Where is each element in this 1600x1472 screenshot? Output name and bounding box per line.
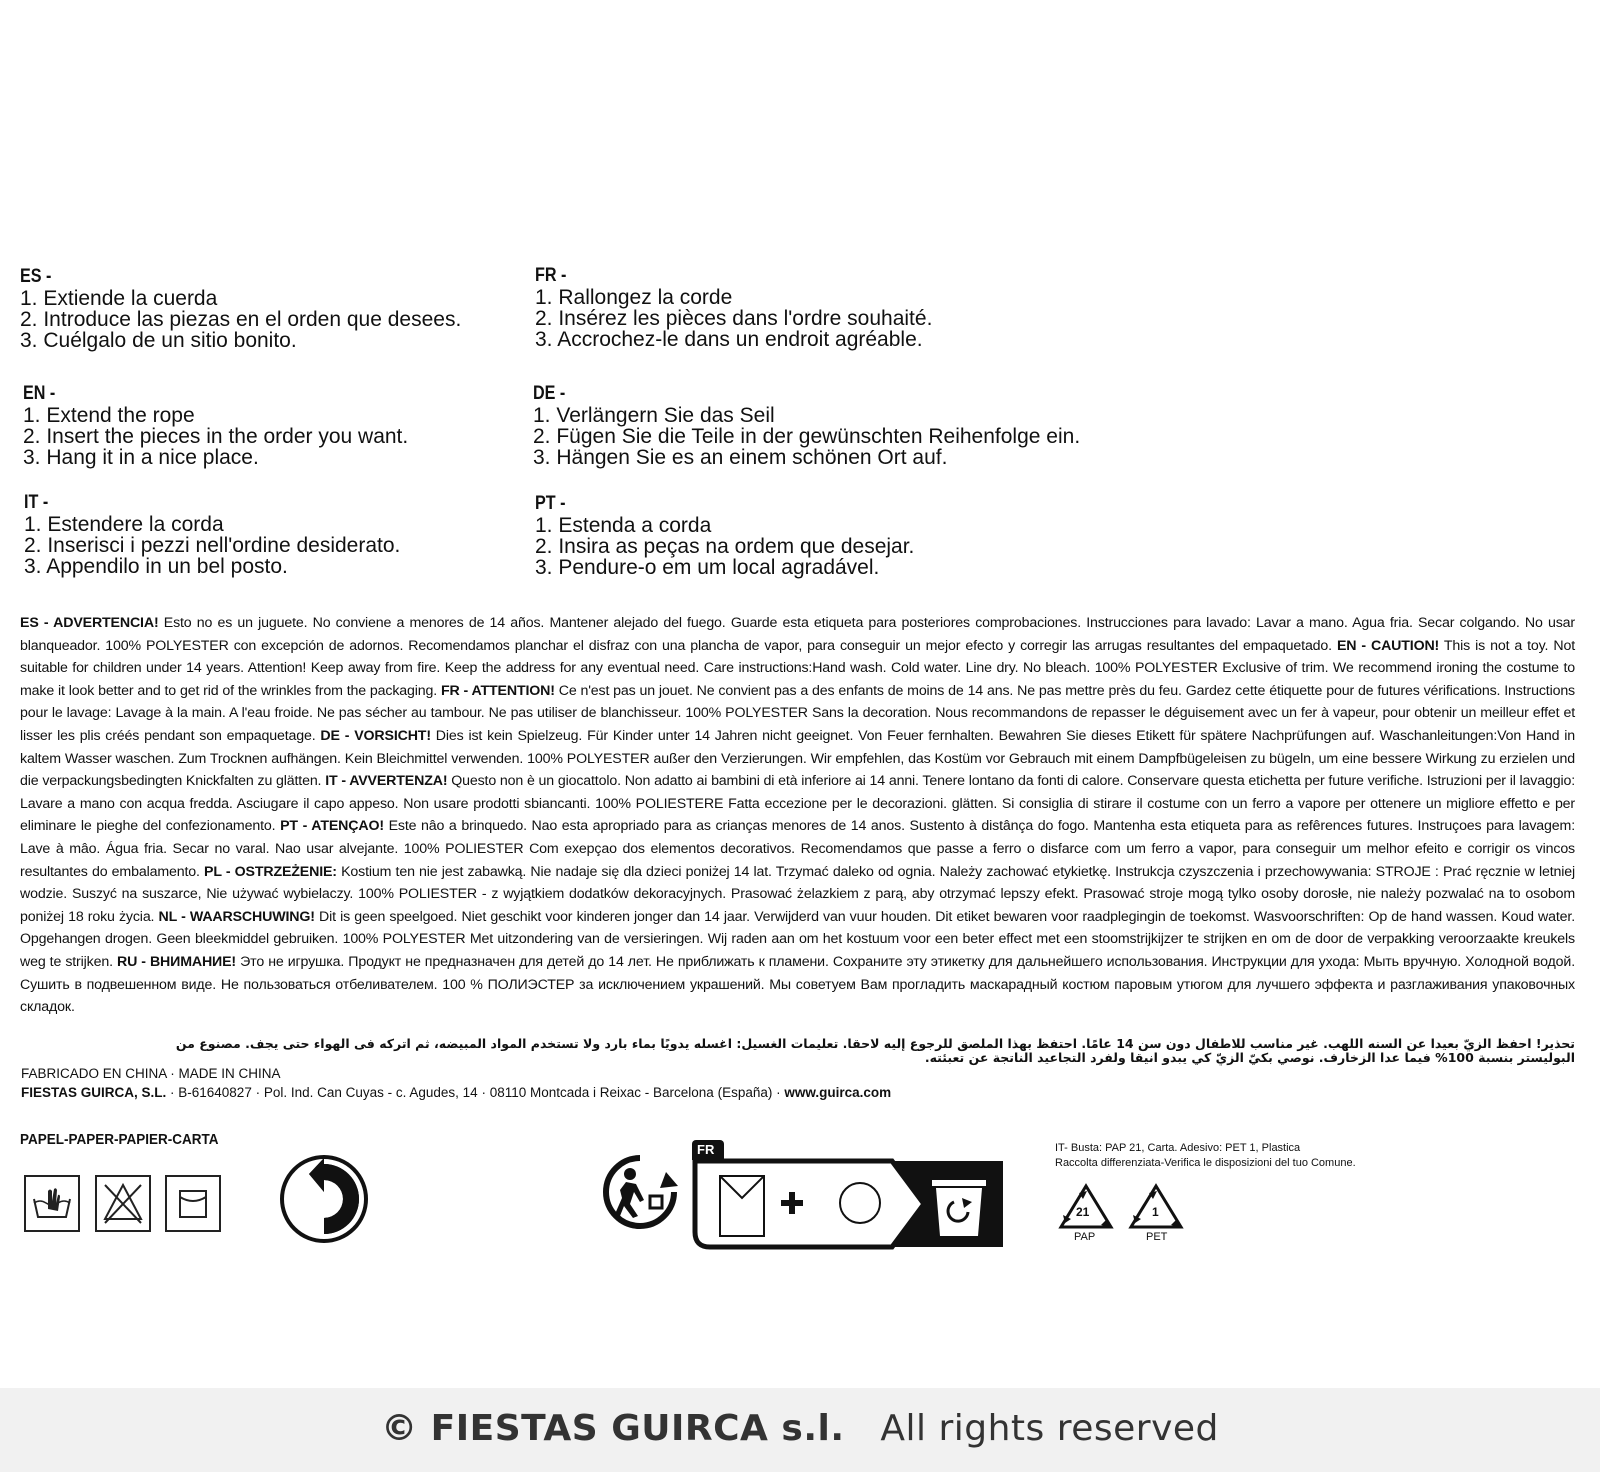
instructions-de <box>533 383 1080 468</box>
step: 2. Inserisci i pezzi nell'ordine desiderato. <box>24 534 401 557</box>
warning-text: Este nâo a brinquedo. Nao esta apropriado para as crianças menores de 14 anos. Sustento à distânça do fogo. Mantenha esta etiqueta para as refêrences futures. Instruçoes para lavagem: Lave à mâo. Água fria. Secar no varal. Nao usar alvejante. 100% POLIESTER Com exepçao dos elementos decorativos. Recomendamos que passe a ferro o disfarce com um ferro a vapor, para conseguir um melhor efeito e corrigir os vincos resultantes do embalamento. <box>20 818 1575 880</box>
company-url: www.guirca.com <box>784 1085 892 1100</box>
triman-country: FR <box>697 1142 715 1157</box>
copyright-rights: All rights reserved <box>880 1408 1219 1449</box>
it-recycling-line2: Raccolta differenziata-Verifica le disposizioni del tuo Comune. <box>1055 1157 1356 1169</box>
lang-code: FR - <box>535 265 567 286</box>
lang-code: DE - <box>533 383 566 404</box>
it-recycling-info <box>1055 1141 1356 1171</box>
hand-wash-icon <box>24 1175 80 1232</box>
warning-text: Kostium ten nie jest zabawką. Nie nadaje się dla dzieci poniżej 14 lat. Trzymać daleko od ognia. Należy zachować etykietkę. Instrukcja czyszczenia i przechowywania: STROJE : Prać ręcznie w letniej wodzie. Suszyć na suszarce, Nie używać wybielaczy. 100% POLIESTER - z wyjątkiem dodatków dekoracyjnych. Prasować żelazkiem z parą, aby otrzymać lepszy efekt. Prasować stroje mogą tylko osoby dorosłe, nie należy pozwalać na to osobom poniżej 18 roku życia. <box>20 863 1576 925</box>
step: 1. Extend the rope <box>23 404 195 427</box>
copyright-footer <box>0 1388 1600 1472</box>
instructions-it <box>24 492 400 577</box>
warning-text: Dit is geen speelgoed. Niet geschikt voor kinderen jonger dan 14 jaar. Verwijderd van vuur houden. Dit etiket bewaren voor raadplegingin de toekomst. Wasvoorschriften: Op de hand wassen. Koud water. Opgehangen drogen. Geen bleekmiddel gebruiken. 100% POLYESTER Met uitzondering van de versieringen. Wij raden aan om het kostuum voor een beter effect met een stoomstrijkijzer te strijken en om de door de verpakking veroorzaakte kreukels weg te strijken. <box>20 908 1576 970</box>
step: 3. Pendure-o em um local agradável. <box>535 556 880 579</box>
step: 1. Estenda a corda <box>535 514 712 537</box>
warning-label: FR - ATTENTION! <box>440 682 555 699</box>
step: 2. Insérez les pièces dans l'ordre souhaité. <box>535 307 933 330</box>
step: 1. Extiende la cuerda <box>20 287 218 310</box>
warning-text: Dies ist kein Spielzeug. Für Kinder unter 14 Jahren nicht geeignet. Von Feuer fernhalten. Bewahren Sie dieses Etikett für spätere Nachprüfungen auf. Waschanleitungen:Von Hand in kaltem Wasser waschen. Zum Trocknen aufhängen. Kein Bleichmittel verwenden. 100% POLYESTER außer den Verzierungen. Wir empfehlen, das Kostüm vor Gebrauch mit einem Dampfbügeleisen zu bügeln, um eine bessere Wirkung zu erzielen und die verpackungsbedingten Knickfalten zu glätten. <box>20 727 1575 790</box>
recycling-pap-icon <box>1057 1183 1115 1243</box>
warning-label: ES - ADVERTENCIA! <box>20 615 159 631</box>
recycling-code: 21 <box>1076 1205 1090 1219</box>
step: 3. Appendilo in un bel posto. <box>24 555 288 578</box>
step: 2. Insira as peças na ordem que desejar. <box>535 535 915 558</box>
recycling-label: PET <box>1146 1231 1168 1243</box>
it-recycling-line1: IT- Busta: PAP 21, Carta. Adesivo: PET 1, Plastica <box>1055 1142 1301 1154</box>
step: 1. Verlängern Sie das Seil <box>533 404 775 427</box>
instructions-fr <box>535 265 932 350</box>
triman-icon <box>600 1152 680 1232</box>
green-dot-icon <box>279 1154 369 1244</box>
copyright-brand: © FIESTAS GUIRCA s.l. <box>381 1408 845 1449</box>
instructions-en <box>23 383 408 468</box>
step: 3. Accrochez-le dans un endroit agréable. <box>535 328 923 351</box>
no-bleach-icon <box>95 1175 151 1232</box>
step: 2. Fügen Sie die Teile in der gewünschten Reihenfolge ein. <box>533 425 1081 448</box>
instructions-pt <box>535 493 914 578</box>
warning-label: EN - CAUTION! <box>1336 637 1440 654</box>
warning-label: IT - AVVERTENZA! <box>325 773 448 790</box>
warning-label: RU - ВНИМАНИЕ! <box>116 953 236 970</box>
warning-label: PL - OSTRZEŻENIE: <box>204 863 337 880</box>
lang-code: ES - <box>20 266 52 287</box>
warnings-paragraph <box>20 612 1575 1019</box>
step: 3. Hängen Sie es an einem schönen Ort auf. <box>533 446 948 469</box>
arabic-warning: تحذير! احفظ الزيّ بعيدا عن السنه اللهب. غير مناسب للاطفال دون سن 14 عامًا. احتفظ بهذا الملصق للرجوع إليه لاحقا. تعليمات الغسيل: اغسله يدويًا بماء بارد ولا تستخدم المواد المبيضه، ثم اتركه فى الهواء حتى يجف. مصنوع من البوليستر بنسبة 100% فيما عدا الزخارف. نوصي بكيّ الزيّ كي يبدو انيقا ولفرد التجاعيد الناتجة عن تعبئته. <box>175 1036 1575 1065</box>
step: 1. Estendere la corda <box>24 513 224 536</box>
step: 1. Rallongez la corde <box>535 286 733 309</box>
warning-text: Ce n'est pas un jouet. Ne convient pas a des enfants de moins de 14 ans. Ne pas mettre près du feu. Gardez cette étiquette pour de futures vérifications. Instructions pour le lavage: Lavage à la main. A l'eau froide. Ne pas sécher au tambour. Ne pas utiliser de blanchisseur. 100% POLYESTER Sans la decoration. Nous recommandons de repasser le déguisement avec un fer à vapeur, pour obtenir un meilleur effet et lisser les plis créés pendant son empaquetage. <box>20 682 1576 744</box>
lang-code: IT - <box>24 492 49 513</box>
recycling-label: PAP <box>1074 1231 1096 1243</box>
tumble-dry-icon <box>165 1175 221 1232</box>
company-details: · B-61640827 · Pol. Ind. Can Cuyas - c. Agudes, 14 · 08110 Montcada i Reixac - Barcelona (España) · <box>166 1085 785 1100</box>
instructions-es <box>20 266 461 351</box>
recycling-code: 1 <box>1152 1205 1159 1219</box>
step: 3. Hang it in a nice place. <box>23 446 259 469</box>
warning-text: Questo non è un giocattolo. Non adatto ai bambini di età inferiore ai 14 anni. Tenere lontano da fonti di calore. Conservare questa etichetta per future verifiche. Istruzioni per il lavaggio: Lavare a mano con acqua fredda. Asciugare il capo appeso. Non usare prodotti sbiancanti. 100% POLIESTERE Fatta eccezione per le decorazioni. glätten. Si consiglia di stirare il costume con un ferro a vapore per ottenere un migliore effetto e per eliminare le pieghe del confezionamento. <box>20 773 1575 835</box>
copyright-text <box>0 1408 1600 1449</box>
paper-title: PAPEL-PAPER-PAPIER-CARTA <box>20 1131 219 1148</box>
lang-code: EN - <box>23 383 56 404</box>
made-in-label: FABRICADO EN CHINA · MADE IN CHINA <box>21 1066 281 1081</box>
warning-label: DE - VORSICHT! <box>320 727 431 744</box>
step: 2. Introduce las piezas en el orden que desees. <box>20 308 462 331</box>
triman-sorting-panel <box>692 1158 1006 1250</box>
lang-code: PT - <box>535 493 566 514</box>
warning-text: Это не игрушка. Продукт не предназначен для детей до 14 лет. Не приближать к пламени. Сохраните эту этикетку для дальнейшего использования. Инструкции для ухода: Мыть вручную. Холодной водой. Сушить в подвешенном виде. Не пользоваться отбеливателем. 100 % ПОЛИЭСТЕР за исключением украшений. Мы советуем Вам прогладить маскарадный костюм паровым утюгом для лучшего эффекта и разглаживания упаковочных складок. <box>20 953 1575 1016</box>
step: 2. Insert the pieces in the order you want. <box>23 425 409 448</box>
recycling-pet-icon <box>1127 1183 1185 1243</box>
company-info <box>21 1085 891 1100</box>
step: 3. Cuélgalo de un sitio bonito. <box>20 329 297 352</box>
warning-label: PT - ATENÇAO! <box>280 818 384 835</box>
warning-text: Esto no es un juguete. No conviene a menores de 14 años. Mantener alejado del fuego. Guarde esta etiqueta para posteriores comprobaciones. Instrucciones para lavado: Lavar a mano. Agua fria. Secar colgando. No usar blanqueador. 100% POLYESTER con excepción de adornos. Recomendamos planchar el disfraz con una plancha de vapor, para conseguir un mejor efecto y corregir las arrugas resultantes del empaquetado. <box>20 615 1575 654</box>
triman-country-tab <box>692 1140 724 1160</box>
warning-text: This is not a toy. Not suitable for children under 14 years. Attention! Keep away from fire. Keep the address for any eventual need. Care instructions:Hand wash. Cold water. Line dry. No bleach. 100% POLYESTER Exclusive of trim. We recommend ironing the costume to make it look better and to get rid of the wrinkles from the packaging. <box>20 637 1575 699</box>
warning-label: NL - WAARSCHUWING! <box>158 908 315 925</box>
company-name: FIESTAS GUIRCA, S.L. <box>21 1085 167 1100</box>
